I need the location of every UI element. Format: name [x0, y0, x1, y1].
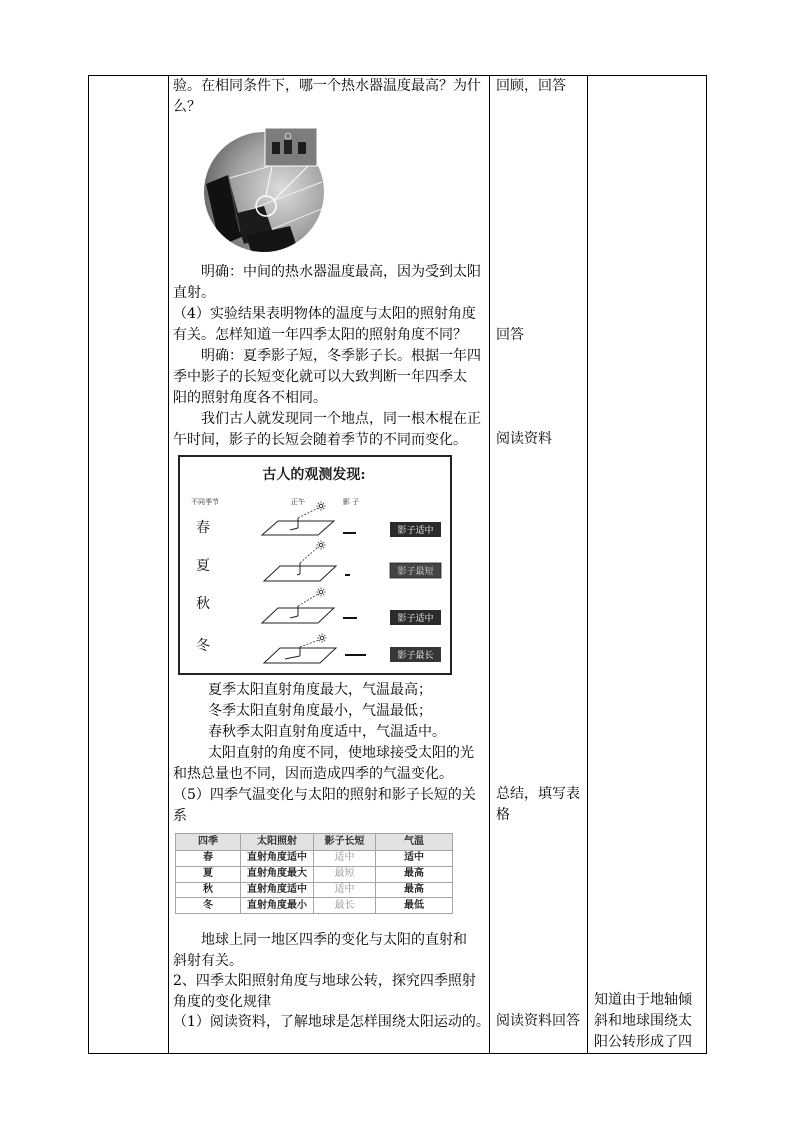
table-cell: 直射角度适中	[241, 851, 314, 867]
table-row	[176, 851, 453, 867]
text-line: （5）四季气温变化与太阳的照射和影子长短的关	[173, 787, 476, 803]
text-line: 角度的变化规律	[173, 993, 271, 1010]
text-line: 阳公转形成了四	[594, 1034, 692, 1050]
table-cell: 适中	[314, 882, 376, 898]
text-line: 斜射有关。	[173, 952, 243, 969]
text-line: 总结，填写表	[496, 786, 580, 802]
text-line: 验。在相同条件下，哪一个热水器温度最高？为什	[173, 78, 481, 94]
table-cell: 直射角度最大	[241, 866, 314, 882]
text-line: 太阳直射的角度不同，使地球接受太阳的光	[208, 745, 474, 761]
table-cell: 夏	[176, 866, 241, 882]
table-cell: 最短	[314, 866, 376, 882]
text-line: 我们古人就发现同一个地点，同一根木棍在正	[201, 411, 481, 427]
text-line: 夏季太阳直射角度最大，气温最高；	[208, 682, 432, 698]
text-line: 春秋季太阳直射角度适中，气温适中。	[208, 724, 446, 740]
table-cell: 适中	[314, 851, 376, 867]
season-label: 冬	[196, 638, 210, 654]
table-cell: 冬	[176, 898, 241, 914]
season-relation-table	[175, 833, 453, 914]
text-line: （1）阅读资料，了解地球是怎样围绕太阳运动的。	[173, 1014, 490, 1030]
text-line: 系	[173, 808, 187, 824]
shadow-label: 影子最长	[397, 651, 434, 661]
activity-read: 阅读资料	[496, 431, 552, 447]
table-cell: 最长	[314, 898, 376, 914]
text-line: 季中影子的长短变化就可以大致判断一年四季太	[173, 369, 467, 385]
table-header-row	[176, 834, 453, 851]
text-line: 有关。怎样知道一年四季太阳的照射角度不同？	[173, 327, 467, 343]
objective-text	[594, 990, 692, 1053]
table-row	[176, 882, 453, 898]
text-line: 明确：中间的热水器温度最高，因为受到太阳	[201, 264, 481, 280]
figure-header-season: 不同季节	[191, 498, 219, 506]
season-label: 春	[196, 520, 210, 536]
table-cell: 适中	[376, 851, 453, 867]
table-header-cell: 太阳照射	[241, 834, 314, 851]
intro-paragraph	[173, 76, 481, 118]
conclusion-paragraphs	[173, 930, 490, 1033]
activity-summarize	[496, 784, 580, 826]
activity-answer: 回答	[496, 327, 524, 343]
table-header-cell: 气温	[376, 834, 453, 851]
solar-heater-photo	[200, 122, 330, 257]
table-header-cell: 四季	[176, 834, 241, 851]
text-line: 格	[496, 807, 510, 823]
text-line: 地球上同一地区四季的变化与太阳的直射和	[201, 932, 467, 948]
table-cell: 春	[176, 851, 241, 867]
activity-review: 回顾，回答	[496, 78, 566, 94]
table-cell: 直射角度最小	[241, 898, 314, 914]
text-line: （4）实验结果表明物体的温度与太阳的照射角度	[173, 306, 476, 322]
text-line: 直射。	[173, 285, 215, 301]
shadow-label: 影子最短	[397, 567, 434, 577]
table-row	[176, 898, 453, 914]
figure-header-shadow: 影 子	[342, 498, 360, 506]
table-cell: 秋	[176, 882, 241, 898]
table-cell: 直射角度适中	[241, 882, 314, 898]
table-cell: 最高	[376, 866, 453, 882]
text-line: 和热总量也不同，因而造成四季的气温变化。	[173, 766, 453, 782]
text-line: 斜和地球围绕太	[594, 1013, 692, 1029]
figure-header-noon: 正午	[291, 498, 305, 506]
column-divider	[168, 76, 169, 1053]
shadow-label: 影子适中	[397, 614, 434, 624]
shadow-label: 影子适中	[397, 526, 434, 536]
season-label: 夏	[196, 558, 210, 574]
table-header-cell: 影子长短	[314, 834, 376, 851]
season-summary-paragraphs	[173, 680, 476, 827]
table-cell: 最高	[376, 882, 453, 898]
text-line: 冬季太阳直射角度最小，气温最低；	[208, 703, 432, 719]
text-line: 阳的照射角度各不相同。	[173, 390, 327, 406]
column-divider	[587, 76, 588, 1053]
text-line: 午时间，影子的长短会随着季节的不同而变化。	[173, 432, 467, 448]
season-label: 秋	[196, 596, 210, 612]
text-line: 明确：夏季影子短，冬季影子长。根据一年四	[201, 348, 481, 364]
table-row	[176, 866, 453, 882]
column-divider	[489, 76, 490, 1053]
text-line: 么？	[173, 99, 201, 115]
table-cell: 最低	[376, 898, 453, 914]
ancient-observation-figure	[178, 455, 452, 675]
text-line: 2、四季太阳照射角度与地球公转，探究四季照射	[173, 973, 476, 989]
observation-paragraphs	[173, 262, 481, 451]
figure-title: 古人的观测发现:	[262, 467, 366, 483]
text-line: 知道由于地轴倾	[594, 992, 692, 1008]
activity-read-answer: 阅读资料回答	[496, 1013, 580, 1029]
